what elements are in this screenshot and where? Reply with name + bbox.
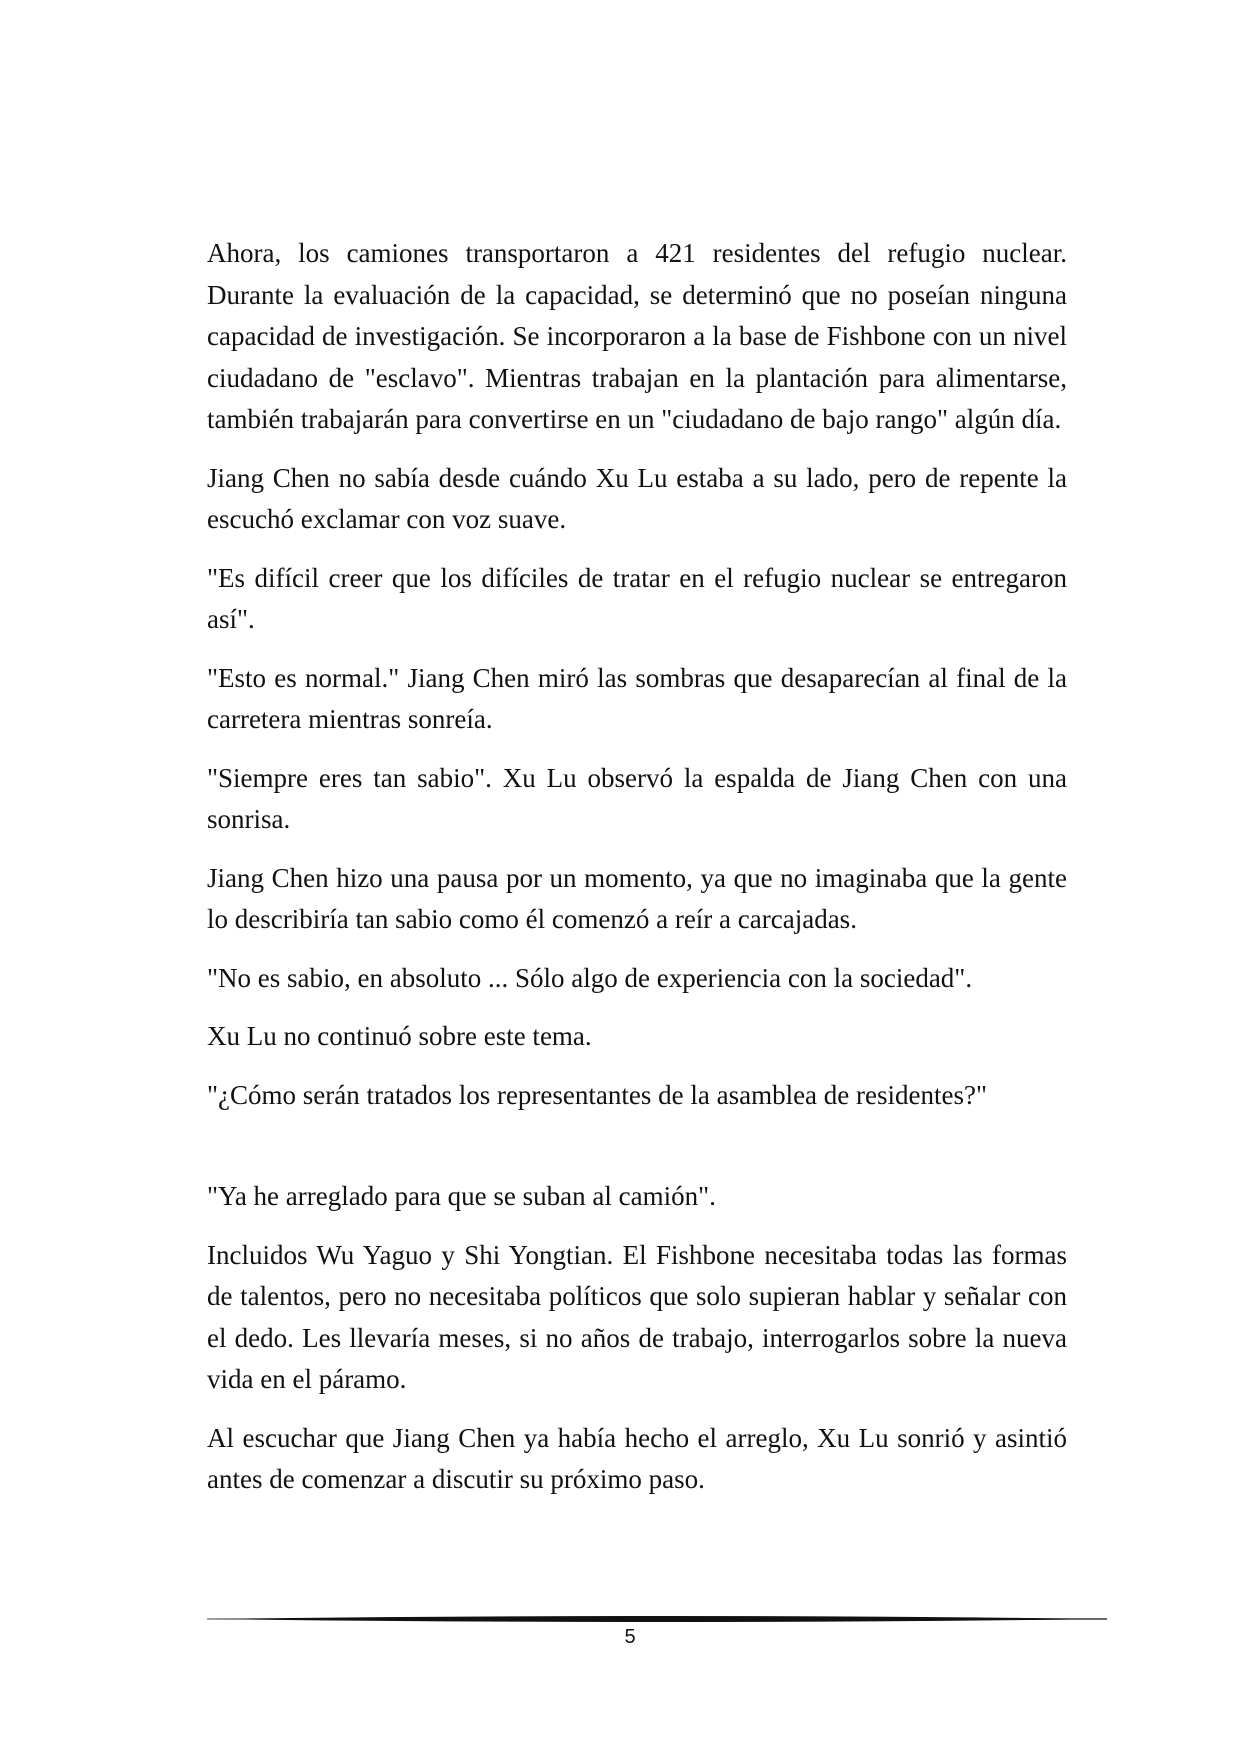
paragraph: Ahora, los camiones transportaron a 421 residentes del refugio nuclear. Durante la evaluación de la capacidad, se determinó que no poseían ninguna capacidad de investigación. Se incorporaron a la base de Fishbone con un nivel ciudadano de "esclavo". Mientras trabajan en la plantación para alimentarse, también trabajarán para convertirse en un "ciudadano de bajo rango" algún día. [207,238,1067,434]
page-number: 5 [624,1626,636,1648]
paragraph: Jiang Chen hizo una pausa por un momento, ya que no imaginaba que la gente lo describiría tan sabio como él comenzó a reír a carcajadas. [207,862,1067,934]
body-text [207,233,1067,1518]
paragraph: Jiang Chen no sabía desde cuándo Xu Lu estaba a su lado, pero de repente la escuchó exclamar con voz suave. [207,462,1067,534]
paragraph: Al escuchar que Jiang Chen ya había hecho el arreglo, Xu Lu sonrió y asintió antes de comenzar a discutir su próximo paso. [207,1422,1067,1494]
paragraph: "Siempre eres tan sabio". Xu Lu observó la espalda de Jiang Chen con una sonrisa. [207,762,1067,834]
paragraph: "¿Cómo serán tratados los representantes de la asamblea de residentes?" [207,1079,987,1110]
paragraph: "Esto es normal." Jiang Chen miró las sombras que desaparecían al final de la carretera mientras sonreía. [207,662,1067,734]
footer-divider [207,1614,1107,1624]
paragraph: "Ya he arreglado para que se suban al camión". [207,1181,716,1211]
paragraph: Incluidos Wu Yaguo y Shi Yongtian. El Fishbone necesitaba todas las formas de talentos, pero no necesitaba políticos que solo supieran hablar y señalar con el dedo. Les llevaría meses, si no años de trabajo, interrogarlos sobre la nueva vida en el páramo. [207,1239,1067,1394]
paragraph: "Es difícil creer que los difíciles de tratar en el refugio nuclear se entregaron así". [207,562,1067,634]
paragraph: Xu Lu no continuó sobre este tema. [207,1021,592,1051]
paragraph: "No es sabio, en absoluto ... Sólo algo de experiencia con la sociedad". [207,962,973,993]
